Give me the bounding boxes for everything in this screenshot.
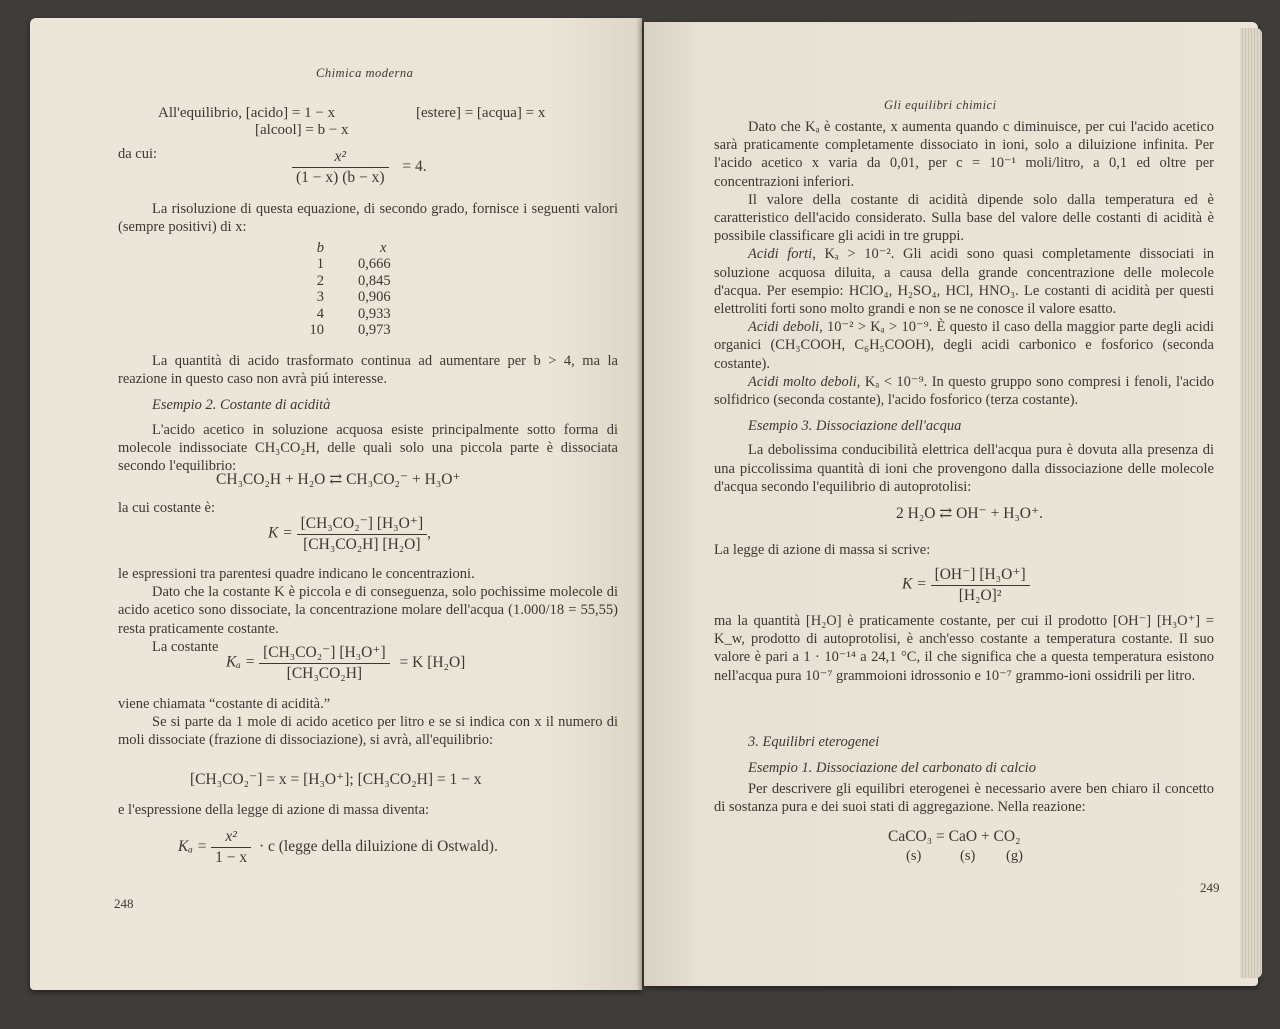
frac1-rhs: = 4. (402, 158, 427, 176)
table-row (262, 289, 391, 305)
text-acidi-forti: Kₐ > 10⁻². Gli acidi sono quasi completamente dissociati in soluzione acquosa diluita, a causa della grande concentrazione delle molecole d'acqua. Per esempio: HClO₄, H₂SO₄, HCl, HNO₃. Le costanti di acidità per questi elettroliti forti sono molto grandi e non se ne conosce il valore esatto. (714, 246, 1214, 318)
page-number-left: 248 (114, 896, 134, 911)
paragraph-dato-ka: Dato che Kₐ è costante, x aumenta quando c diminuisce, per cui l'acido acetico sarà praticamente completamente dissociato in ioni, solo a diluizione infinita. Per l'acido acetico x varia da 0,01, per c = 10⁻¹ moli/litro, a 0,1 ed oltre per concentrazioni inferiori. (714, 119, 1214, 190)
ostwald-numerator: x² (211, 828, 251, 848)
paragraph-quantita: La quantità di acido trasformato continua ad aumentare per b > 4, ma la reazione in questo caso non avrà piú interesse. (118, 353, 618, 388)
ostwald-lhs: Kₐ = (178, 838, 208, 856)
running-head-right: Gli equilibri chimici (884, 98, 997, 112)
text-acidi-deboli: 10⁻² > Kₐ > 10⁻⁹. È questo il caso della maggior parte degli acidi organici (CH₃COOH, C₆H₅COOH), degli acidi carbonico e fosforico (seconda costante). (714, 319, 1214, 372)
paragraph-acidi-molto-deboli (714, 373, 1214, 409)
right-page (644, 22, 1258, 986)
ka-rhs: = K [H₂O] (399, 653, 466, 671)
table-row (262, 306, 391, 322)
da-cui: da cui: (118, 146, 158, 162)
state-label-caco3: (s) (906, 848, 922, 864)
ka-numerator: [CH₃CO₂⁻] [H₃O⁺] (259, 643, 390, 664)
eq-dissociation-fraction: [CH₃CO₂⁻] = x = [H₃O⁺]; [CH₃CO₂H] = 1 − x (190, 771, 482, 788)
eq-autoprotolysis: 2 H₂O ⇄ OH⁻ + H₃O⁺. (896, 505, 1044, 522)
paragraph-ma-la-quantita: ma la quantità [H₂O] è praticamente costante, per cui il prodotto [OH⁻] [H₃O⁺] = K_w, prodotto di autoprotolisi, è anch'esso costante a temperatura costante. Il suo valore è pari a 1 · 10⁻¹⁴ a 24,1 °C, il che significa che a questa temperatura esistono nell'acqua pura 10⁻⁷ grammoioni idrossonio e 10⁻⁷ grammo-ioni ossidrili per litro. (714, 613, 1214, 684)
table-cell-x: 0,845 (358, 272, 391, 289)
state-label-co2: (g) (1006, 848, 1023, 864)
table-cell-x: 0,933 (358, 305, 391, 322)
b-x-table (262, 240, 391, 338)
paragraph-valore: Il valore della costante di acidità dipende solo dalla temperatura ed è caratteristico dell'acido considerato. Sulla base del valore delle costanti di acidità è possibile classificare gli acidi in tre gruppi. (714, 191, 1214, 245)
table-header-x: x (380, 240, 387, 256)
formula-kw (902, 565, 1030, 605)
table-row (262, 256, 391, 272)
k-lhs: K = (268, 524, 293, 542)
frac1-numerator: x² (292, 148, 389, 168)
label-acidi-forti: Acidi forti, (748, 246, 816, 263)
table-row (262, 273, 391, 289)
table-header-row (262, 240, 391, 256)
paragraph-acido-acetico: L'acido acetico in soluzione acquosa esiste principalmente sotto forma di molecole indissociate CH₃CO₂H, delle quali solo una piccola parte è dissociata secondo l'equilibrio: (118, 421, 618, 475)
paragraph-acidi-deboli (714, 318, 1214, 373)
table-cell-b: 2 (316, 272, 324, 289)
table-cell-x: 0,666 (358, 256, 391, 273)
paragraph-dato-che: Dato che la costante K è piccola e di conseguenza, solo pochissime molecole di acido acetico sono dissociate, la concentrazione molare dell'acqua (1.000/18 = 55,55) resta praticamente costante. (118, 584, 618, 637)
table-row (262, 322, 391, 338)
section-equilibri-eterogenei: 3. Equilibri eterogenei (748, 734, 880, 750)
table-cell-x: 0,906 (358, 289, 391, 306)
kw-lhs: K = (902, 575, 927, 593)
k-numerator: [CH₃CO₂⁻] [H₃O⁺] (297, 514, 428, 535)
heading-esempio-3: Esempio 3. Dissociazione dell'acqua (748, 418, 962, 435)
heading-esempio-2: Esempio 2. Costante di acidità (152, 397, 331, 414)
left-page (30, 18, 642, 990)
paragraph-per-descrivere: Per descrivere gli equilibri eterogenei è necessario avere ben chiaro il concetto di sostanza pura e dei suoi stati di aggregazione. Nella reazione: (714, 781, 1214, 816)
running-head-left: Chimica moderna (316, 66, 414, 80)
table-cell-x: 0,973 (358, 322, 391, 339)
ostwald-denominator: 1 − x (215, 849, 248, 866)
k-comma: , (427, 524, 431, 542)
paragraph-la-costante: La costante (152, 638, 219, 655)
paragraph-legge: La legge di azione di massa si scrive: (714, 542, 931, 558)
paragraph-espressione-legge: e l'espressione della legge di azione di massa diventa: (118, 802, 430, 818)
paragraph-se-si-parte: Se si parte da 1 mole di acido acetico per litro e se si indica con x il numero di moli dissociate (frazione di dissociazione), si avrà, all'equilibrio: (118, 714, 618, 749)
paragraph-acidi-forti (714, 245, 1214, 318)
ka-denominator: [CH₃CO₂H] (286, 665, 363, 682)
state-label-cao: (s) (960, 848, 976, 864)
label-acidi-deboli: Acidi deboli, (748, 319, 823, 336)
formula-equilibrium-ratio (292, 148, 427, 187)
formula-ka (226, 643, 465, 683)
k-denominator: [CH₃CO₂H] [H₂O] (303, 536, 421, 553)
page-number-right: 249 (1200, 880, 1220, 895)
formula-ostwald (178, 828, 498, 867)
kw-numerator: [OH⁻] [H₃O⁺] (931, 565, 1030, 586)
kw-denominator: [H₂O]² (958, 587, 1002, 604)
formula-k (268, 514, 431, 554)
ostwald-rhs: · c (legge della diluizione di Ostwald). (258, 838, 498, 856)
table-header-b: b (316, 240, 324, 256)
table-cell-b: 10 (309, 322, 324, 339)
book-spread (30, 18, 1262, 990)
heading-esempio-1: Esempio 1. Dissociazione del carbonato di calcio (748, 760, 1036, 776)
table-cell-b: 4 (316, 305, 324, 322)
paragraph-debolissima: La debolissima conducibilità elettrica dell'acqua pura è dovuta alla presenza di una piccolissima quantità di ioni che provengono dalla dissociazione delle molecole d'acqua secondo l'equilibrio di autoprotolisi: (714, 442, 1214, 495)
eq-acido: All'equilibrio, [acido] = 1 − x (158, 105, 336, 121)
table-cell-b: 1 (316, 256, 324, 273)
paragraph-viene-chiamata: viene chiamata “costante di acidità.” (118, 696, 331, 712)
eq-estere: [estere] = [acqua] = x (416, 105, 546, 121)
eq-caco3: CaCO₃ = CaO + CO₂ (888, 828, 1021, 845)
table-cell-b: 3 (316, 289, 324, 306)
paragraph-espressioni: le espressioni tra parentesi quadre indicano le concentrazioni. (118, 566, 475, 582)
page-edges (1240, 28, 1262, 978)
label-acidi-molto-deboli: Acidi molto deboli, (748, 373, 861, 390)
frac1-denominator: (1 − x) (b − x) (296, 169, 385, 186)
eq-alcool: [alcool] = b − x (255, 122, 349, 138)
ka-lhs: Kₐ = (226, 653, 256, 671)
la-cui-costante: la cui costante è: (118, 500, 216, 516)
paragraph-risoluzione: La risoluzione di questa equazione, di secondo grado, fornisce i seguenti valori (sempre positivi) di x: (118, 201, 618, 236)
text-acidi-molto-deboli: Kₐ < 10⁻⁹. In questo gruppo sono compresi i fenoli, l'acido solfidrico (seconda costante), l'acido fosforico (terza costante). (714, 373, 1214, 409)
eq-acetic-dissociation: CH₃CO₂H + H₂O ⇄ CH₃CO₂⁻ + H₃O⁺ (216, 471, 461, 488)
